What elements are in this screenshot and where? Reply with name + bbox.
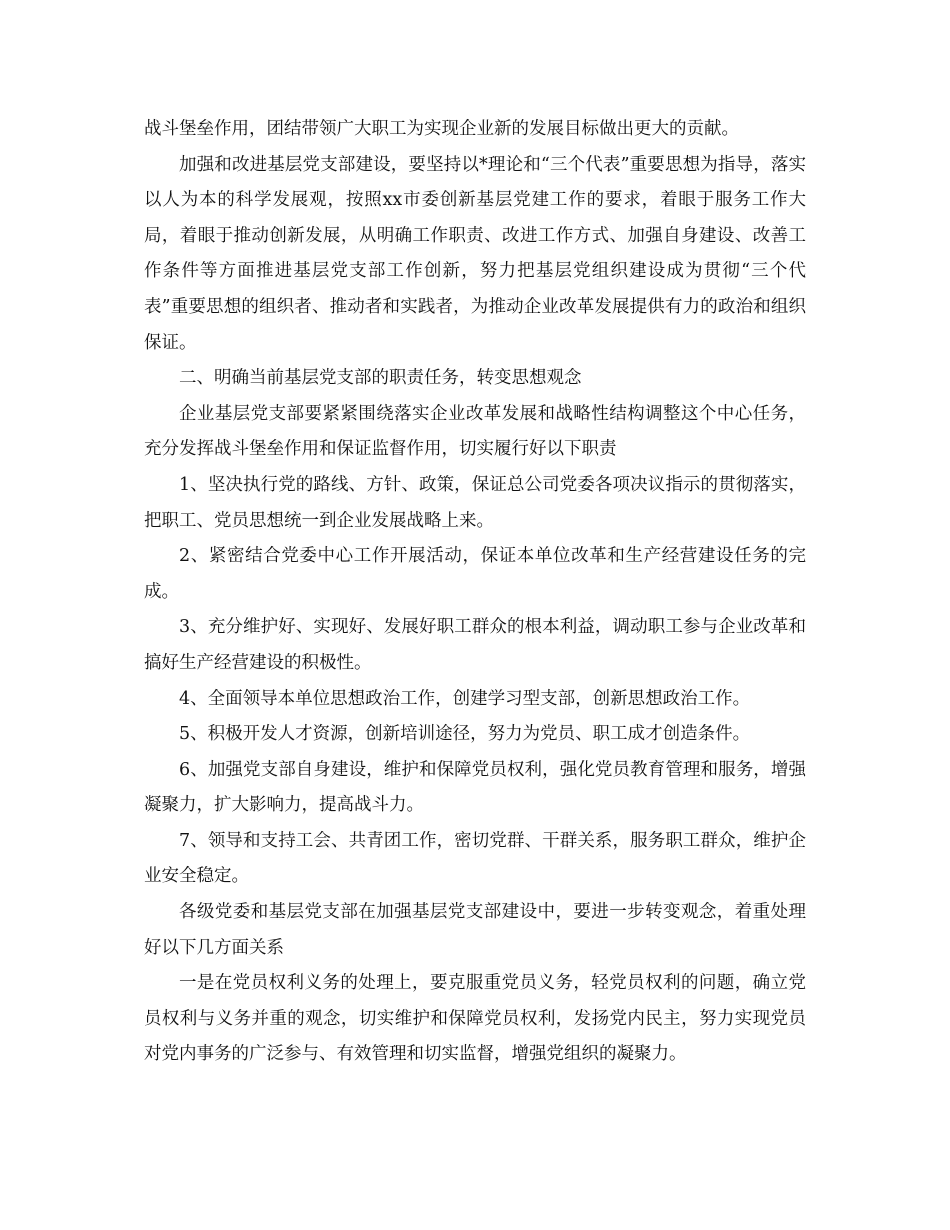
list-item-4: 4、全面领导本单位思想政治工作，创建学习型支部，创新思想政治工作。	[179, 688, 751, 709]
list-item-3: 3、充分维护好、实现好、发展好职工群众的根本利益，调动职工参与企业改革和搞好生产经营建设的积极性。	[144, 617, 806, 673]
paragraph-guiding-principle: 加强和改进基层党支部建设，要坚持以*理论和“三个代表”重要思想为指导，落实以人为本的科学发展观，按照xx市委创新基层党建工作的要求，着眼于服务工作大局，着眼于推动创新发展，从明确工作职责、改进工作方式、加强自身建设、改善工作条件等方面推进基层党支部工作创新，努力把基层党组织建设成为贯彻“三个代表”重要思想的组织者、推动者和实践者，为推动企业改革发展提供有力的政治和组织保证。	[144, 154, 806, 353]
list-item-6: 6、加强党支部自身建设，维护和保障党员权利，强化党员教育管理和服务，增强凝聚力，扩大影响力，提高战斗力。	[144, 759, 806, 816]
paragraph-rights-duties: 一是在党员权利义务的处理上，要克服重党员义务，轻党员权利的问题，确立党员权利与义务并重的观念，切实维护和保障党员权利，发扬党内民主，努力实现党员对党内事务的广泛参与、有效管理和切实监督，增强党组织的凝聚力。	[144, 973, 806, 1065]
list-item-2: 2、紧密结合党委中心工作开展活动，保证本单位改革和生产经营建设任务的完成。	[144, 546, 806, 602]
list-item-7: 7、领导和支持工会、共青团工作，密切党群、干群关系，服务职工群众，维护企业安全稳定。	[144, 830, 806, 887]
list-item-1: 1、坚决执行党的路线、方针、政策，保证总公司党委各项决议指示的贯彻落实，把职工、党员思想统一到企业发展战略上来。	[144, 474, 806, 531]
document-page	[144, 112, 806, 1073]
paragraph-relations-intro: 各级党委和基层党支部在加强基层党支部建设中，要进一步转变观念，着重处理好以下几方面关系	[144, 902, 806, 958]
list-item-5: 5、积极开发人才资源，创新培训途径，努力为党员、职工成才创造条件。	[179, 724, 751, 745]
paragraph-continuation: 战斗堡垒作用，团结带领广大职工为实现企业新的发展目标做出更大的贡献。	[144, 119, 739, 139]
paragraph-duties-intro: 企业基层党支部要紧紧围绕落实企业改革发展和战略性结构调整这个中心任务，充分发挥战斗堡垒作用和保证监督作用，切实履行好以下职责	[144, 403, 806, 460]
section-heading-2: 二、明确当前基层党支部的职责任务，转变思想观念	[179, 368, 582, 389]
